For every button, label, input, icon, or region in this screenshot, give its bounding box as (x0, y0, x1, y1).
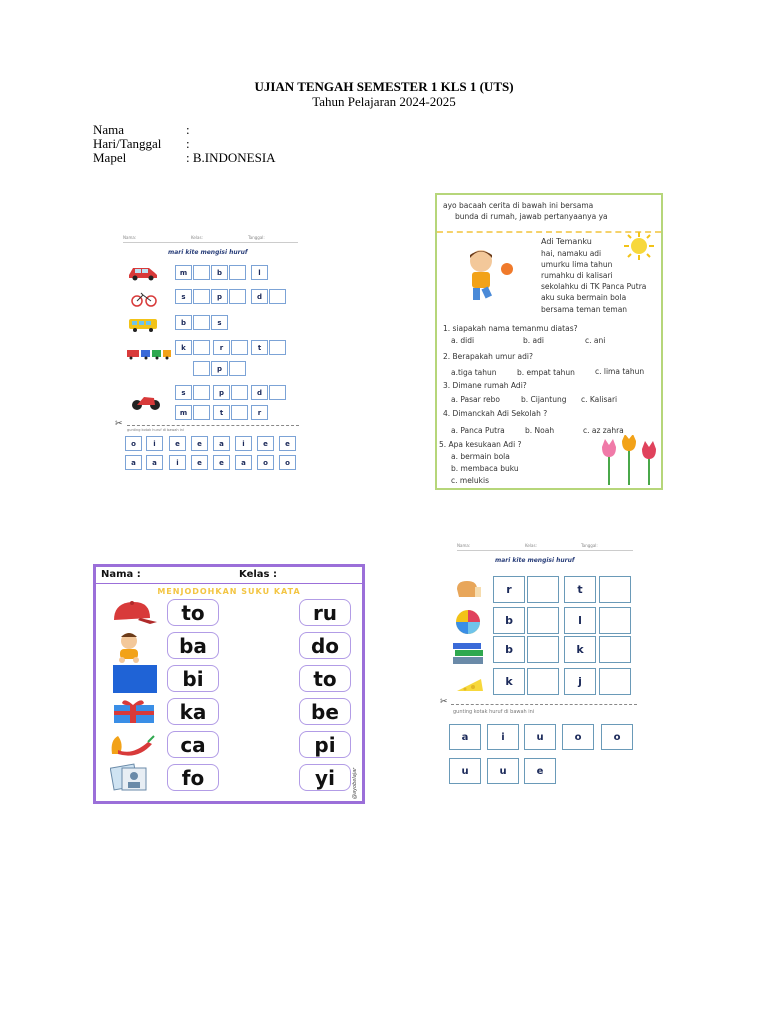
letter-box[interactable] (527, 668, 559, 695)
info-row-mapel (93, 151, 276, 165)
info-label: Nama (93, 122, 125, 137)
letter-box[interactable]: t (251, 340, 268, 355)
left-syllable[interactable]: bi (167, 665, 219, 692)
cut-letter-box[interactable]: u (449, 758, 481, 784)
question-3: 3. Dimane rumah Adi? (443, 381, 527, 390)
cut-letter-box[interactable]: e (257, 436, 274, 451)
cut-letter-box[interactable]: i (146, 436, 163, 451)
head-nama: Nama: (457, 543, 471, 548)
q1-option-a[interactable]: a. didi (451, 336, 475, 345)
q2-option-a[interactable]: a.tiga tahun (451, 368, 497, 377)
q3-option-a[interactable]: a. Pasar rebo (451, 395, 500, 404)
worksheet-story-reading (435, 193, 663, 490)
letter-box[interactable]: r (213, 340, 230, 355)
letter-box[interactable]: b (493, 607, 525, 634)
cut-label: gunting kotak huruf di bawah ini (127, 428, 184, 432)
bus-icon (127, 317, 159, 333)
cheese-icon (455, 673, 485, 697)
letter-box[interactable] (599, 576, 631, 603)
intro-line-1: ayo bacaah cerita di bawah ini bersama (443, 201, 594, 210)
story-line: bersama teman teman (541, 305, 628, 314)
letter-box[interactable]: p (213, 385, 230, 400)
letter-box[interactable] (599, 607, 631, 634)
books-icon (451, 641, 485, 667)
letter-box[interactable]: k (175, 340, 192, 355)
worksheet-heading: mari kite mengisi huruf (168, 249, 248, 256)
label-nama: Nama : (101, 569, 141, 580)
q2-option-c[interactable]: c. lima tahun (595, 367, 645, 376)
letter-box[interactable] (269, 289, 286, 304)
cut-letter-box[interactable]: o (562, 724, 594, 750)
right-syllable[interactable]: yi (299, 764, 351, 791)
cut-letter-box[interactable]: a (125, 455, 142, 470)
letter-box[interactable]: m (175, 265, 192, 280)
story-title: Adi Temanku (541, 237, 592, 246)
scissors-icon: ✂ (115, 419, 123, 429)
letter-box[interactable] (231, 385, 248, 400)
sun-icon (623, 231, 655, 261)
intro-line-2: bunda di rumah, jawab pertanyaanya ya (455, 212, 608, 221)
blue-square-icon (113, 665, 157, 693)
header-line (457, 550, 633, 551)
letter-box[interactable]: r (493, 576, 525, 603)
letter-box[interactable] (193, 361, 210, 376)
letter-box[interactable] (527, 607, 559, 634)
baby-icon (112, 631, 146, 663)
letter-box[interactable]: d (251, 385, 268, 400)
motorcycle-icon (130, 393, 162, 411)
left-syllable[interactable]: to (167, 599, 219, 626)
info-label: Mapel (93, 150, 127, 165)
q1-option-b[interactable]: b. adi (523, 336, 544, 345)
head-kelas: Kelas: (525, 543, 537, 548)
story-line: hai, namaku adi (541, 249, 602, 258)
letter-box[interactable] (193, 340, 210, 355)
letter-box[interactable]: j (564, 668, 596, 695)
right-syllable[interactable]: do (299, 632, 351, 659)
cut-letter-box[interactable]: e (191, 436, 208, 451)
tulip-flowers-icon (597, 435, 661, 487)
q1-option-c[interactable]: c. ani (585, 336, 606, 345)
letter-box[interactable]: l (251, 265, 268, 280)
cut-letter-box[interactable]: o (279, 455, 296, 470)
right-syllable[interactable]: to (299, 665, 351, 692)
letter-box[interactable] (229, 361, 246, 376)
info-row-nama (93, 123, 190, 137)
right-syllable[interactable]: ru (299, 599, 351, 626)
q4-option-c[interactable]: c. az zahra (583, 426, 624, 435)
letter-box[interactable] (193, 265, 210, 280)
cut-letter-box[interactable]: a (146, 455, 163, 470)
question-5: 5. Apa kesukaan Adi ? (439, 440, 522, 449)
cut-letter-box[interactable]: e (191, 455, 208, 470)
letter-box[interactable]: b (493, 636, 525, 663)
letter-box[interactable] (269, 340, 286, 355)
letter-box[interactable]: p (211, 361, 228, 376)
head-nama: Nama: (123, 235, 137, 240)
letter-box[interactable]: t (564, 576, 596, 603)
photos-icon (110, 762, 150, 792)
signature: @ayobelajar (352, 767, 358, 799)
letter-box[interactable] (231, 340, 248, 355)
story-line: sekolahku di TK Panca Putra (541, 282, 647, 291)
letter-box[interactable] (527, 576, 559, 603)
boy-playing-ball-icon (457, 245, 517, 307)
info-value: : (186, 136, 190, 151)
cut-letter-box[interactable]: u (487, 758, 519, 784)
right-syllable[interactable]: pi (299, 731, 351, 758)
info-value: : (186, 122, 190, 137)
cut-letter-box[interactable]: i (169, 455, 186, 470)
story-line: aku suka bermain bola (541, 293, 627, 302)
letter-box[interactable] (269, 385, 286, 400)
cap-icon (110, 600, 158, 628)
car-icon (127, 263, 159, 281)
worksheet-letter-fill (113, 227, 303, 477)
worksheet-heading: mari kite mengisi huruf (495, 557, 575, 564)
train-icon (126, 347, 172, 361)
letter-box[interactable]: p (211, 289, 228, 304)
cut-letter-box[interactable]: i (235, 436, 252, 451)
letter-box[interactable] (193, 385, 210, 400)
cut-letter-box[interactable]: o (257, 455, 274, 470)
q2-option-b[interactable]: b. empat tahun (517, 368, 575, 377)
chili-icon (108, 730, 158, 758)
letter-box[interactable]: k (564, 636, 596, 663)
story-line: umurku lima tahun (541, 260, 613, 269)
letter-box[interactable]: d (251, 289, 268, 304)
page-title: UJIAN TENGAH SEMESTER 1 KLS 1 (UTS) (254, 79, 514, 94)
q3-option-c[interactable]: c. Kalisari (581, 395, 618, 404)
left-syllable[interactable]: ka (167, 698, 219, 725)
letter-box[interactable]: b (211, 265, 228, 280)
header-line (96, 583, 362, 584)
gift-icon (110, 697, 158, 725)
q4-option-b[interactable]: b. Noah (525, 426, 555, 435)
letter-box[interactable] (231, 405, 248, 420)
cut-letter-box[interactable]: i (487, 724, 519, 750)
head-tanggal: Tanggal: (581, 543, 598, 548)
letter-box[interactable]: k (493, 668, 525, 695)
banner-title: MENJODOHKAN SUKU KATA (157, 587, 301, 596)
cut-letter-box[interactable]: a (213, 436, 230, 451)
q4-option-a[interactable]: a. Panca Putra (451, 426, 505, 435)
cut-letter-box[interactable]: u (524, 724, 556, 750)
letter-box[interactable] (229, 289, 246, 304)
worksheet-letter-fill-2 (440, 537, 643, 792)
header-line (123, 242, 298, 243)
story-line: rumahku di kalisari (541, 271, 613, 280)
worksheet-syllable-matching (93, 564, 365, 804)
cut-letter-box[interactable]: e (213, 455, 230, 470)
letter-box[interactable] (599, 636, 631, 663)
letter-box[interactable]: t (213, 405, 230, 420)
info-row-tanggal (93, 137, 190, 151)
letter-box[interactable]: s (175, 385, 192, 400)
cut-letter-box[interactable]: e (279, 436, 296, 451)
label-kelas: Kelas : (239, 569, 277, 580)
letter-box[interactable] (193, 405, 210, 420)
letter-box[interactable]: s (175, 289, 192, 304)
scissors-icon: ✂ (440, 697, 448, 707)
cut-letter-box[interactable]: a (235, 455, 252, 470)
beach-ball-icon (455, 609, 481, 635)
cut-letter-box[interactable]: e (524, 758, 556, 784)
cut-letter-box[interactable]: e (169, 436, 186, 451)
letter-box[interactable] (527, 636, 559, 663)
letter-box[interactable]: m (175, 405, 192, 420)
left-syllable[interactable]: ca (167, 731, 219, 758)
info-label: Hari/Tanggal (93, 136, 162, 151)
bread-icon (453, 577, 483, 601)
letter-box[interactable]: s (211, 315, 228, 330)
letter-box[interactable] (193, 289, 210, 304)
cut-line (451, 704, 637, 705)
cut-letter-box[interactable]: o (125, 436, 142, 451)
bicycle-icon (131, 291, 157, 307)
q5-option-b[interactable]: b. membaca buku (451, 464, 519, 473)
letter-box[interactable] (193, 315, 210, 330)
question-1: 1. siapakah nama temanmu diatas? (443, 324, 578, 333)
head-tanggal: Tanggal: (248, 235, 265, 240)
letter-box[interactable]: b (175, 315, 192, 330)
letter-box[interactable]: l (564, 607, 596, 634)
cut-letter-box[interactable]: a (449, 724, 481, 750)
letter-box[interactable] (599, 668, 631, 695)
page-subtitle: Tahun Pelajaran 2024-2025 (312, 94, 456, 109)
question-2: 2. Berapakah umur adi? (443, 352, 533, 361)
question-4: 4. Dimanckah Adi Sekolah ? (443, 409, 548, 418)
letter-box[interactable] (229, 265, 246, 280)
left-syllable[interactable]: fo (167, 764, 219, 791)
cut-line (127, 425, 299, 426)
letter-box[interactable]: r (251, 405, 268, 420)
left-syllable[interactable]: ba (167, 632, 219, 659)
info-value: : B.INDONESIA (186, 150, 276, 165)
right-syllable[interactable]: be (299, 698, 351, 725)
cut-label: gunting kotak huruf di bawah ini (453, 709, 535, 715)
head-kelas: Kelas: (191, 235, 203, 240)
q5-option-c[interactable]: c. melukis (451, 476, 489, 485)
cut-letter-box[interactable]: o (601, 724, 633, 750)
q5-option-a[interactable]: a. bermain bola (451, 452, 510, 461)
q3-option-b[interactable]: b. Cijantung (521, 395, 567, 404)
